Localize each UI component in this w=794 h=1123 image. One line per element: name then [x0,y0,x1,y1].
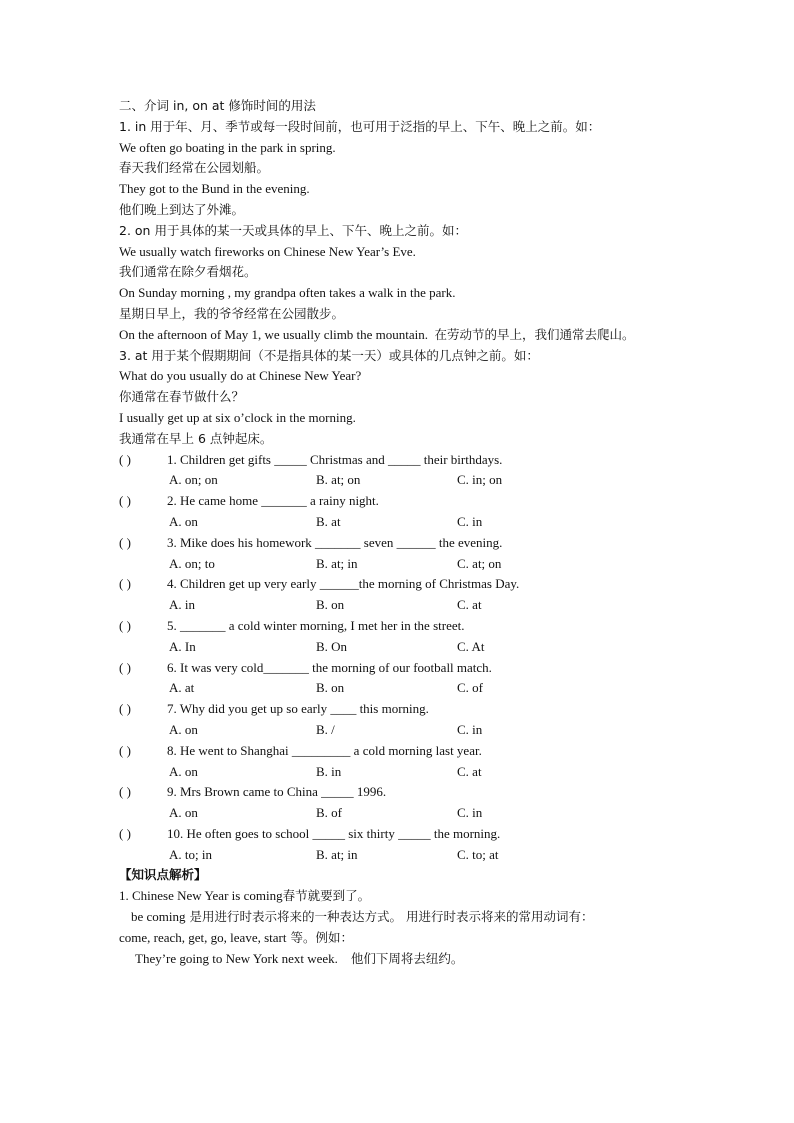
option-c[interactable]: C. at [457,597,482,613]
option-row [119,554,689,575]
question-stem: 4. Children get up very early ______the morning of Christmas Day. [167,576,520,592]
rule-on: 2. on 用于具体的某一天或具体的早上、下午、晚上之前。如： [119,222,467,238]
option-c[interactable]: C. at [457,763,482,779]
verbs-cn: 等。例如： [286,929,353,945]
analysis-point [119,886,689,907]
option-a[interactable]: A. at [169,680,195,696]
point-cn: 春节就要到了。 [282,888,371,904]
analysis-verbs [119,928,689,949]
answer-blank[interactable]: ( ) [119,784,131,800]
answer-blank[interactable]: ( ) [119,451,131,467]
example-en: We often go boating in the park in spring. [119,139,336,155]
option-a[interactable]: A. on [169,805,198,821]
option-a[interactable]: A. on; on [169,472,218,488]
question-row [119,741,689,762]
option-row [119,803,689,824]
analysis-heading: 【知识点解析】 [119,867,207,883]
option-a[interactable]: A. on [169,513,198,529]
question-row [119,699,689,720]
answer-blank[interactable]: ( ) [119,493,131,509]
option-row [119,845,689,866]
option-row [119,595,689,616]
answer-blank[interactable]: ( ) [119,576,131,592]
question-row [119,533,689,554]
option-c[interactable]: C. in; on [457,472,503,488]
example-en: I usually get up at six o’clock in the morning. [119,409,356,425]
answer-blank[interactable]: ( ) [119,742,131,758]
section-title: 二、介词 in, on at 修饰时间的用法 [119,98,316,113]
question-row [119,616,689,637]
example-mixed [119,325,689,346]
question-stem: 9. Mrs Brown came to China _____ 1996. [167,784,387,800]
option-b[interactable]: B. on [316,680,345,696]
option-b[interactable]: B. of [316,805,342,821]
option-c[interactable]: C. in [457,805,483,821]
option-b[interactable]: B. at; in [316,846,358,862]
option-c[interactable]: C. in [457,721,483,737]
document-content [119,96,689,969]
question-row [119,782,689,803]
answer-blank[interactable]: ( ) [119,617,131,633]
exercise-list [119,450,689,866]
question-row [119,824,689,845]
example-cn: 星期日早上，我的爷爷经常在公园散步。 [119,305,345,321]
example-cn: 我通常在早上 6 点钟起床。 [119,430,273,446]
option-c[interactable]: C. At [457,638,485,654]
example-en: On Sunday morning , my grandpa often takes a walk in the park. [119,285,456,301]
question-stem: 10. He often goes to school _____ six thirty _____ the morning. [167,825,501,841]
option-b[interactable]: B. in [316,763,342,779]
option-c[interactable]: C. in [457,513,483,529]
question-stem: 7. Why did you get up so early ____ this morning. [167,701,429,717]
option-row [119,720,689,741]
option-c[interactable]: C. to; at [457,846,499,862]
answer-blank[interactable]: ( ) [119,534,131,550]
note-cn: 是用进行时表示将来的一种表达方式。 用进行时表示将来的常用动词有： [185,909,594,925]
question-stem: 8. He went to Shanghai _________ a cold morning last year. [167,742,482,758]
rule-at: 3. at 用于某个假期期间（不是指具体的某一天）或具体的几点钟之前。如： [119,347,539,363]
option-c[interactable]: C. of [457,680,483,696]
option-b[interactable]: B. / [316,721,335,737]
answer-blank[interactable]: ( ) [119,825,131,841]
option-row [119,678,689,699]
option-b[interactable]: B. at [316,513,341,529]
answer-blank[interactable]: ( ) [119,701,131,717]
example-cn: 他们下周将去纽约。 [350,950,464,966]
question-stem: 5. _______ a cold winter morning, I met her in the street. [167,617,465,633]
example-cn: 你通常在春节做什么？ [119,389,245,405]
question-row [119,658,689,679]
option-c[interactable]: C. at; on [457,555,502,571]
example-en: They’re going to New York next week. [135,950,338,966]
option-b[interactable]: B. at; in [316,555,358,571]
option-a[interactable]: A. on [169,763,198,779]
question-stem: 3. Mike does his homework _______ seven ______ the evening. [167,534,503,550]
question-stem: 6. It was very cold_______ the morning of our football match. [167,659,492,675]
option-a[interactable]: A. on [169,721,198,737]
verbs-en: come, reach, get, go, leave, start [119,929,287,945]
rule-in: 1. in 用于年、月、季节或每一段时间前，也可用于泛指的早上、下午、晚上之前。如： [119,118,601,134]
option-b[interactable]: B. at; on [316,472,361,488]
question-row [119,450,689,471]
example-en: They got to the Bund in the evening. [119,181,310,197]
question-row [119,491,689,512]
analysis-example [119,949,689,970]
question-row [119,574,689,595]
question-stem: 2. He came home _______ a rainy night. [167,493,379,509]
analysis-note [119,907,689,928]
option-b[interactable]: B. On [316,638,348,654]
option-row [119,470,689,491]
option-row [119,762,689,783]
example-en: On the afternoon of May 1, we usually climb the mountain. [119,326,429,342]
question-stem: 1. Children get gifts _____ Christmas and _____ their birthdays. [167,451,503,467]
option-a[interactable]: A. to; in [169,846,212,862]
answer-blank[interactable]: ( ) [119,659,131,675]
option-row [119,637,689,658]
example-cn: 他们晚上到达了外滩。 [119,201,245,217]
example-cn: 在劳动节的早上，我们通常去爬山。 [434,326,635,342]
example-cn: 春天我们经常在公园划船。 [119,160,270,176]
option-a[interactable]: A. on; to [169,555,215,571]
example-cn: 我们通常在除夕看烟花。 [119,264,257,280]
point-en: 1. Chinese New Year is coming [119,888,283,904]
note-en: be coming [131,909,186,925]
option-row [119,512,689,533]
option-a[interactable]: A. In [169,638,196,654]
example-en: What do you usually do at Chinese New Year? [119,368,362,384]
option-a[interactable]: A. in [169,597,195,613]
option-b[interactable]: B. on [316,597,345,613]
example-en: We usually watch fireworks on Chinese New Year’s Eve. [119,243,416,259]
